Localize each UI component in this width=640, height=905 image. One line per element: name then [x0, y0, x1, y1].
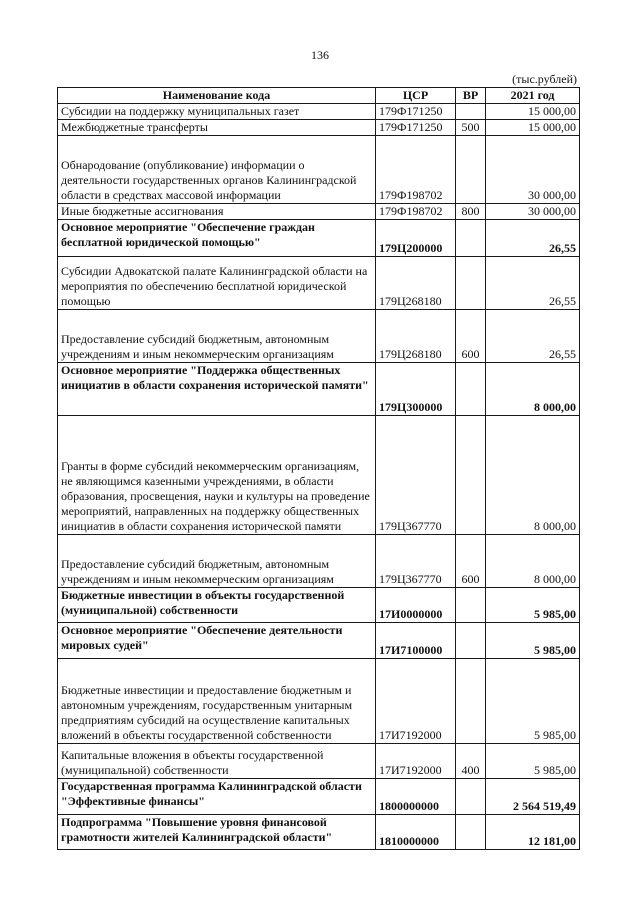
row-csr: 179Ц300000: [376, 363, 456, 416]
row-csr: 17И7192000: [376, 744, 456, 779]
row-amount: 8 000,00: [486, 416, 580, 535]
header-year: 2021 год: [486, 88, 580, 104]
row-name: Субсидии Адвокатской палате Калининградской области на мероприятия по обеспечению бесплатной юридической помощью: [58, 257, 376, 310]
row-csr: 1800000000: [376, 779, 456, 815]
row-name: Бюджетные инвестиции в объекты государственной (муниципальной) собственности: [58, 588, 376, 623]
row-name: Обнародование (опубликование) информации о деятельности государственных органов Калининградской области в средствах массовой информации: [58, 136, 376, 204]
table-row: [58, 659, 580, 744]
row-csr: 179Ц200000: [376, 220, 456, 257]
table-row: [58, 104, 580, 120]
row-vr: 600: [456, 535, 486, 588]
row-csr: 179Ц367770: [376, 535, 456, 588]
row-vr: [456, 588, 486, 623]
row-vr: [456, 257, 486, 310]
row-name: Подпрограмма "Повышение уровня финансовой грамотности жителей Калининградской области": [58, 815, 376, 850]
row-vr: 800: [456, 204, 486, 220]
header-name: Наименование кода: [58, 88, 376, 104]
row-amount: 30 000,00: [486, 136, 580, 204]
row-amount: 5 985,00: [486, 659, 580, 744]
row-amount: 8 000,00: [486, 535, 580, 588]
row-name: Основное мероприятие "Обеспечение деятельности мировых судей": [58, 623, 376, 659]
row-csr: 179Ф171250: [376, 104, 456, 120]
budget-table: [57, 87, 580, 850]
row-csr: 179Ф198702: [376, 204, 456, 220]
row-amount: 5 985,00: [486, 588, 580, 623]
row-vr: [456, 363, 486, 416]
row-amount: 12 181,00: [486, 815, 580, 850]
row-name: Гранты в форме субсидий некоммерческим организациям, не являющимся казенными учреждениями, в области образования, просвещения, науки и культуры на проведение мероприятий, направленных на поддержку общественных инициатив в области сохранения исторической памяти: [58, 416, 376, 535]
row-amount: 8 000,00: [486, 363, 580, 416]
table-row: [58, 588, 580, 623]
row-name: Бюджетные инвестиции и предоставление бюджетным и автономным учреждениям, государственным унитарным предприятиям субсидий на осуществление капитальных вложений в объекты государственной собственности: [58, 659, 376, 744]
table-header-row: [58, 88, 580, 104]
row-csr: 17И7100000: [376, 623, 456, 659]
table-row: [58, 257, 580, 310]
row-name: Предоставление субсидий бюджетным, автономным учреждениям и иным некоммерческим организациям: [58, 310, 376, 363]
row-amount: 15 000,00: [486, 120, 580, 136]
table-row: [58, 815, 580, 850]
row-vr: [456, 815, 486, 850]
row-csr: 179Ц268180: [376, 257, 456, 310]
table-row: [58, 744, 580, 779]
row-vr: [456, 659, 486, 744]
row-name: Межбюджетные трансферты: [58, 120, 376, 136]
row-csr: 179Ц268180: [376, 310, 456, 363]
row-name: Основное мероприятие "Поддержка общественных инициатив в области сохранения исторической памяти": [58, 363, 376, 416]
row-name: Капитальные вложения в объекты государственной (муниципальной) собственности: [58, 744, 376, 779]
row-vr: 400: [456, 744, 486, 779]
row-amount: 26,55: [486, 220, 580, 257]
row-name: Основное мероприятие "Обеспечение граждан бесплатной юридической помощью": [58, 220, 376, 257]
row-amount: 26,55: [486, 310, 580, 363]
table-row: [58, 779, 580, 815]
row-vr: [456, 136, 486, 204]
table-row: [58, 136, 580, 204]
row-amount: 5 985,00: [486, 623, 580, 659]
row-amount: 2 564 519,49: [486, 779, 580, 815]
row-amount: 30 000,00: [486, 204, 580, 220]
row-csr: 179Ф198702: [376, 136, 456, 204]
row-csr: 1810000000: [376, 815, 456, 850]
row-csr: 179Ф171250: [376, 120, 456, 136]
row-vr: 600: [456, 310, 486, 363]
row-csr: 179Ц367770: [376, 416, 456, 535]
header-csr: ЦСР: [376, 88, 456, 104]
row-name: Предоставление субсидий бюджетным, автономным учреждениям и иным некоммерческим организациям: [58, 535, 376, 588]
table-row: [58, 310, 580, 363]
row-vr: [456, 220, 486, 257]
row-vr: [456, 416, 486, 535]
table-row: [58, 120, 580, 136]
table-row: [58, 363, 580, 416]
table-row: [58, 220, 580, 257]
row-amount: 26,55: [486, 257, 580, 310]
row-vr: [456, 779, 486, 815]
units-label: (тыс.рублей): [512, 72, 577, 86]
row-name: Субсидии на поддержку муниципальных газет: [58, 104, 376, 120]
row-csr: 17И7192000: [376, 659, 456, 744]
table-row: [58, 416, 580, 535]
table-row: [58, 535, 580, 588]
row-name: Иные бюджетные ассигнования: [58, 204, 376, 220]
header-vr: ВР: [456, 88, 486, 104]
row-vr: [456, 623, 486, 659]
row-csr: 17И0000000: [376, 588, 456, 623]
row-amount: 15 000,00: [486, 104, 580, 120]
row-name: Государственная программа Калининградской области "Эффективные финансы": [58, 779, 376, 815]
table-row: [58, 204, 580, 220]
page-number: 136: [311, 48, 329, 62]
row-amount: 5 985,00: [486, 744, 580, 779]
table-row: [58, 623, 580, 659]
row-vr: 500: [456, 120, 486, 136]
row-vr: [456, 104, 486, 120]
